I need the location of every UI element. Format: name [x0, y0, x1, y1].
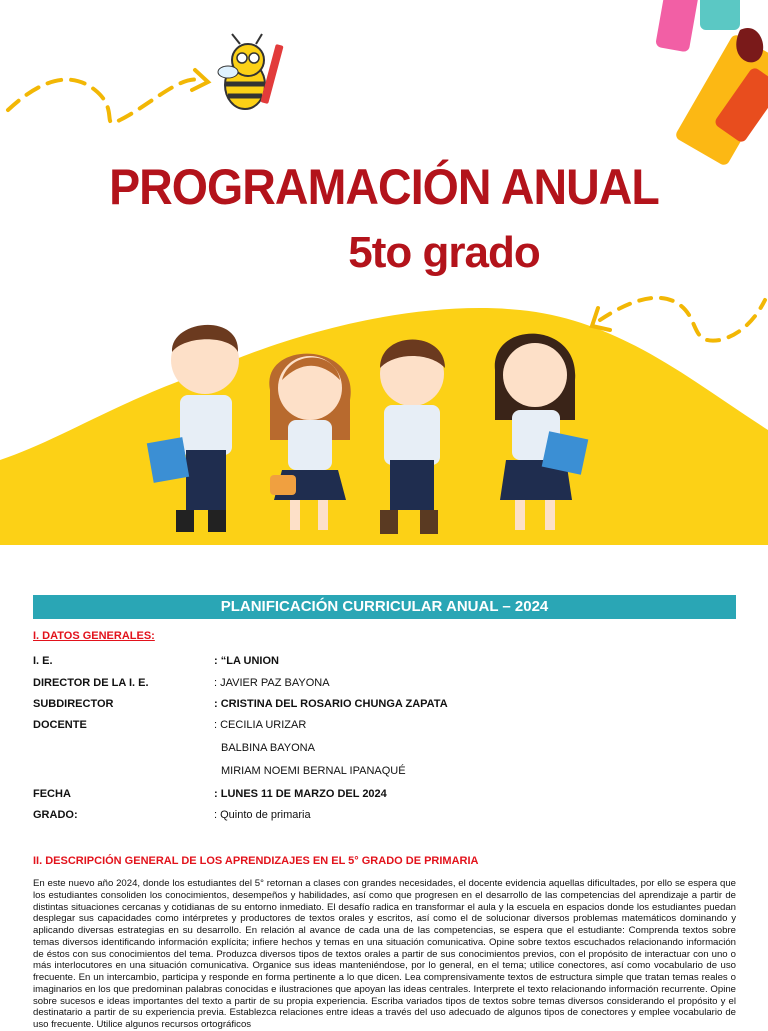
dashed-swirl-right-icon	[600, 298, 765, 341]
cover-title: PROGRAMACIÓN ANUAL	[109, 159, 659, 215]
description-paragraph: En este nuevo año 2024, donde los estudiantes del 5° retornan a clases con grandes necesidades, el docente evidencia aquellas dificultades, por ello se espera que los estudiantes consoliden los conocimientos, desempeños y habilidades, así como que progresen en el desarrollo de las competencias del aprendizaje a partir de distintas situaciones cercanas y cotidianas de su entorno inmediato. El desafío radica en transformar el aula y la escuela en espacios donde los estudiantes puedan desplegar sus capacidades como intérpretes y productores de textos orales y escritos, así como el de solucionar diversos problemas matemáticos dominando y aplicando diversas estrategias en su desarrollo. En relación al avance de cada una de las competencias, se espera que el estudiante: Comprenda textos sobre temas diversos identificando información explícita; infiere hechos y temas en una situación comunicativa. Opine sobre textos escuchados relacionando información de éstos con sus conocimientos del tema. Produzca diversos tipos de textos orales a partir de sus conocimientos previos, con el propósito de interactuar con uno o más interlocutores en una situación comunicativa. Organice sus ideas manteniéndose, por lo general, en el tema; utilice conectores, así como vocabulario de uso frecuente. En un intercambio, participa y responde en forma pertinente a lo que dicen. Lea comprensivamente textos de estructura simple que tratan temas reales o imaginarios en los que predominan palabras conocidas e ilustraciones que apoyan las ideas centrales. Interprete el texto relacionando información recurrente. Opine sobre sucesos e ideas importantes del texto a partir de su propia experiencia. Escriba variados tipos de textos sobre temas diversos considerando el propósito y el destinatario a partir de su experiencia previa. Establezca relaciones entre ideas a través del uso adecuado de algunos tipos de conectores y emplee vocabulario de uso frecuente. Utilice algunos recursos ortográficos	[33, 878, 736, 1030]
cover-subtitle: 5to grado	[348, 228, 540, 277]
field-value: MIRIAM NOEMI BERNAL IPANAQUÉ	[221, 765, 406, 777]
field-label: I. E.	[33, 655, 53, 667]
section-banner: PLANIFICACIÓN CURRICULAR ANUAL – 2024	[33, 595, 736, 619]
field-value: : Quinto de primaria	[214, 809, 311, 821]
field-label: DOCENTE	[33, 719, 87, 731]
field-value: : “LA UNION	[214, 655, 279, 667]
field-value: : CRISTINA DEL ROSARIO CHUNGA ZAPATA	[214, 698, 448, 710]
pencils-ruler-icon	[655, 0, 768, 167]
field-label: DIRECTOR DE LA I. E.	[33, 677, 149, 689]
field-label: SUBDIRECTOR	[33, 698, 114, 710]
field-value: : CECILIA URIZAR	[214, 719, 307, 731]
section-1-title: I. DATOS GENERALES:	[33, 630, 155, 642]
field-label: FECHA	[33, 788, 71, 800]
field-value: : JAVIER PAZ BAYONA	[214, 677, 330, 689]
bee-with-pencil-icon	[218, 34, 284, 109]
field-label: GRADO:	[33, 809, 78, 821]
dashed-swirl-left-icon	[8, 79, 200, 122]
field-value: BALBINA BAYONA	[221, 742, 315, 754]
section-2-title: II. DESCRIPCIÓN GENERAL DE LOS APRENDIZAJES EN EL 5° GRADO DE PRIMARIA	[33, 855, 479, 867]
field-value: : LUNES 11 DE MARZO DEL 2024	[214, 788, 387, 800]
